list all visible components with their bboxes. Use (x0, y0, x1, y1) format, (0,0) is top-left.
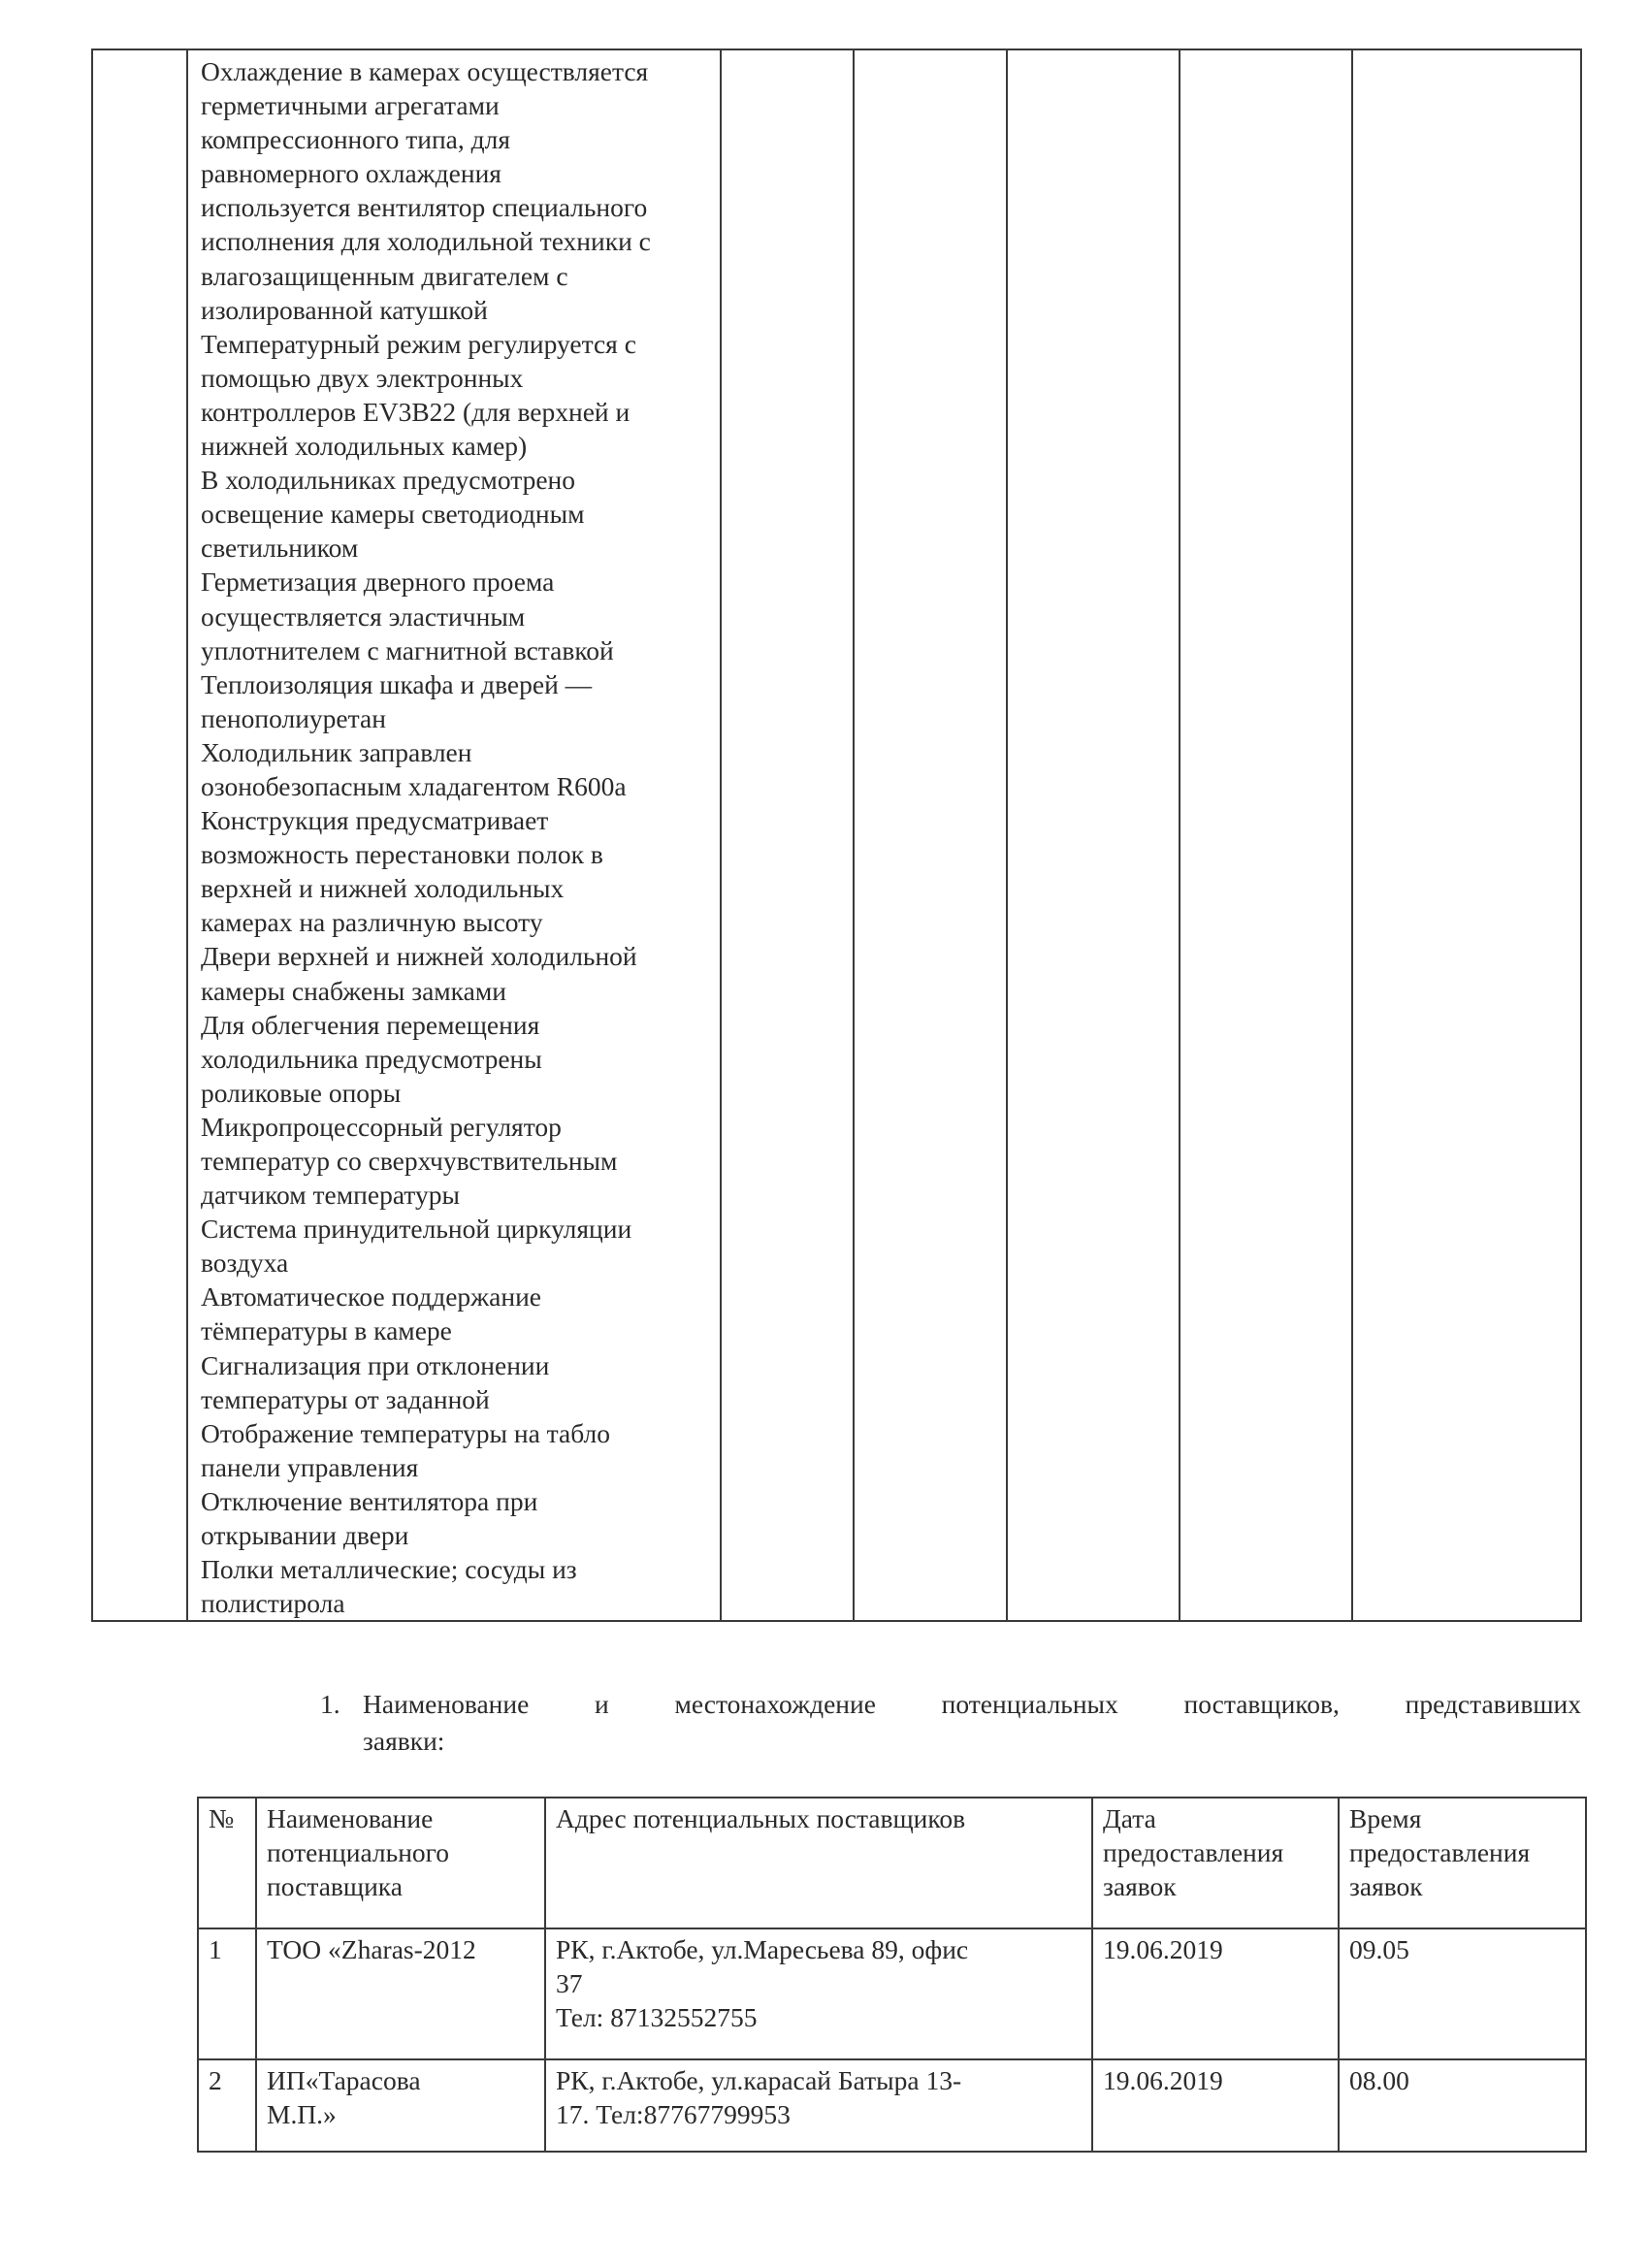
spec-line: Сигнализация при отклонении (201, 1349, 550, 1380)
spec-line: светильником (201, 533, 359, 564)
spec-line: температур со сверхчувствительным (201, 1146, 618, 1176)
supplier-name-line: ТОО «Zharas-2012 (267, 1934, 476, 1964)
address-line: Тел: 87132552755 (556, 2002, 758, 2032)
spec-line: компрессионного типа, для (201, 124, 511, 155)
spec-row (92, 49, 1581, 1621)
spec-line: Отображение температуры на табло (201, 1417, 611, 1448)
spec-line: полистирола (201, 1588, 345, 1619)
spec-line: исполнения для холодильной техники с (201, 226, 651, 257)
spec-line: панели управления (201, 1451, 419, 1482)
spec-line: тёмпературы в камере (201, 1315, 452, 1346)
supplier-address (545, 2059, 1092, 2152)
spec-line: Система принудительной циркуляции (201, 1214, 632, 1245)
spec-line: Температурный режим регулируется с (201, 328, 636, 359)
section-heading (320, 1686, 1581, 1760)
spec-line: роликовые опоры (201, 1077, 402, 1108)
header-line: заявок (1349, 1871, 1423, 1901)
row-number: 1 (198, 1928, 256, 2059)
address-line: 37 (556, 1968, 583, 1998)
suppliers-table (197, 1797, 1587, 2153)
spec-line: герметичными агрегатами (201, 90, 500, 121)
spec-line: камерах на различную высоту (201, 907, 543, 938)
spec-line: датчиком температуры (201, 1180, 460, 1211)
spec-line: осуществляется эластичным (201, 600, 526, 632)
address-line: РК, г.Актобе, ул.Маресьева 89, офис (556, 1934, 969, 1964)
spec-line: В холодильниках предусмотрено (201, 465, 575, 496)
spec-empty-cell (1352, 49, 1581, 1621)
spec-line: озонобезопасным хладагентом R600a (201, 770, 627, 801)
spec-line: Микропроцессорный регулятор (201, 1111, 562, 1142)
spec-empty-cell (1007, 49, 1180, 1621)
spec-empty-cell (1180, 49, 1352, 1621)
spec-line: нижней холодильных камер) (201, 431, 528, 462)
header-line: предоставления (1349, 1837, 1531, 1867)
spec-line: Конструкция предусматривает (201, 805, 549, 836)
suppliers-header-row (198, 1798, 1586, 1928)
spec-number-cell (92, 49, 187, 1621)
section-title-continuation: заявки: (363, 1726, 445, 1756)
spec-line: камеры снабжены замками (201, 975, 506, 1006)
header-address: Адрес потенциальных поставщиков (545, 1798, 1092, 1928)
spec-line: помощью двух электронных (201, 362, 524, 393)
supplier-name-line: М.П.» (267, 2099, 337, 2129)
spec-line: температуры от заданной (201, 1383, 490, 1414)
header-number: № (198, 1798, 256, 1928)
section-title: Наименование и местонахождение потенциальных поставщиков, представивших (363, 1689, 1581, 1719)
spec-line: контроллеров EV3B22 (для верхней и (201, 396, 630, 427)
header-line: предоставления (1103, 1837, 1284, 1867)
header-date (1092, 1798, 1339, 1928)
spec-line: равномерного охлаждения (201, 158, 501, 189)
address-line: РК, г.Актобе, ул.карасай Батыра 13- (556, 2065, 962, 2095)
submission-date: 19.06.2019 (1092, 1928, 1339, 2059)
spec-line: Охлаждение в камерах осуществляется (201, 56, 649, 86)
section-number: 1. (320, 1689, 340, 1719)
spec-line: используется вентилятор специального (201, 192, 648, 223)
spec-line: изолированной катушкой (201, 294, 488, 325)
supplier-address (545, 1928, 1092, 2059)
header-line: потенциального (267, 1837, 450, 1867)
spec-line: Отключение вентилятора при (201, 1485, 538, 1516)
spec-line: воздуха (201, 1247, 289, 1279)
submission-time: 08.00 (1339, 2059, 1586, 2152)
spec-line: пенополиуретан (201, 702, 386, 733)
supplier-name (256, 1928, 545, 2059)
submission-time: 09.05 (1339, 1928, 1586, 2059)
spec-line: влагозащищенным двигателем с (201, 260, 568, 291)
spec-line: Теплоизоляция шкафа и дверей — (201, 668, 593, 699)
specification-table (91, 49, 1582, 1622)
spec-line: Герметизация дверного проема (201, 567, 555, 598)
table-row (198, 1928, 1586, 2059)
table-row (198, 2059, 1586, 2152)
spec-line: освещение камеры светодиодным (201, 499, 585, 530)
spec-line: холодильника предусмотрены (201, 1043, 542, 1074)
spec-line: уплотнителем с магнитной вставкой (201, 634, 614, 665)
spec-line: верхней и нижней холодильных (201, 873, 565, 904)
spec-line: Холодильник заправлен (201, 736, 472, 767)
header-line: Наименование (267, 1803, 434, 1833)
spec-line: Полки металлические; сосуды из (201, 1554, 577, 1585)
spec-line: Для облегчения перемещения (201, 1009, 540, 1040)
spec-line: Двери верхней и нижней холодильной (201, 941, 637, 972)
header-supplier-name (256, 1798, 545, 1928)
spec-line: открывании двери (201, 1520, 409, 1551)
spec-empty-cell (721, 49, 854, 1621)
address-line: 17. Тел:87767799953 (556, 2099, 791, 2129)
supplier-name-line: ИП«Тарасова (267, 2065, 421, 2095)
row-number: 2 (198, 2059, 256, 2152)
supplier-name (256, 2059, 545, 2152)
header-line: Время (1349, 1803, 1422, 1833)
submission-date: 19.06.2019 (1092, 2059, 1339, 2152)
header-line: Дата (1103, 1803, 1156, 1833)
spec-line: Автоматическое поддержание (201, 1281, 542, 1312)
spec-line: возможность перестановки полок в (201, 839, 603, 870)
spec-description-cell (187, 49, 721, 1621)
section-heading-line-1 (320, 1686, 1581, 1723)
spec-empty-cell (854, 49, 1007, 1621)
header-time (1339, 1798, 1586, 1928)
header-line: заявок (1103, 1871, 1177, 1901)
header-line: поставщика (267, 1871, 403, 1901)
